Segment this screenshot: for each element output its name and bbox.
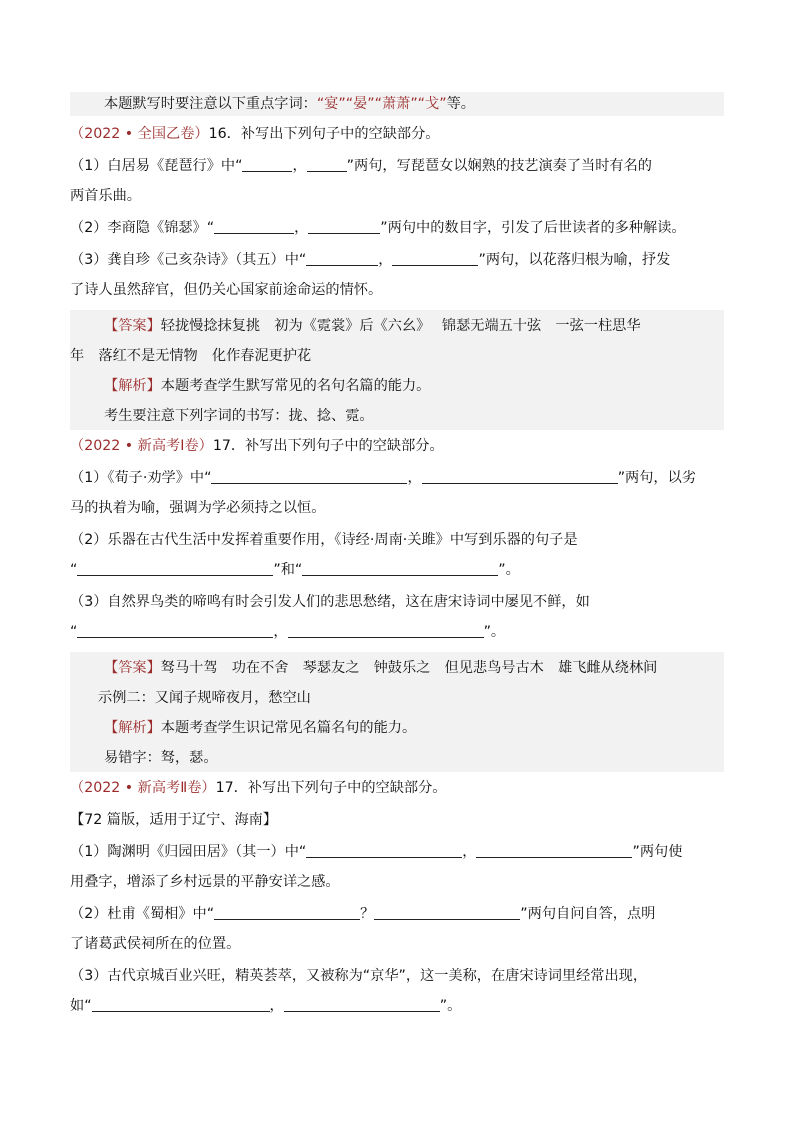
q17b-part1-cont: 用叠字，增添了乡村远景的平静安详之感。 (70, 874, 340, 890)
q16-answer: 【答案】轻拢慢捻抹复挑 初为《霓裳》后《六幺》 锦瑟无端五十弦 一弦一柱思华 (104, 318, 641, 334)
answer-blank[interactable] (476, 843, 632, 858)
answer-blank[interactable] (308, 219, 380, 234)
q16-stem: 16．补写出下列句子中的空缺部分。 (208, 126, 440, 142)
q17b-header (70, 778, 446, 798)
q16-answer-cont: 年 落红不是无情物 化作春泥更护花 (70, 348, 312, 364)
answer-blank[interactable] (422, 469, 618, 484)
q16-part3-cont: 了诗人虽然辞官，但仍关心国家前途命运的情怀。 (70, 282, 383, 298)
q17b-part2: （2）杜甫《蜀相》中“ ？ ”两句自问自答，点明 (70, 906, 656, 922)
answer-blank[interactable] (284, 997, 440, 1012)
q17a-header (70, 436, 444, 456)
answer-blank[interactable] (374, 905, 520, 920)
answer-blank[interactable] (214, 219, 294, 234)
q17a-part1: （1）《荀子·劝学》中“ ， ”两句，以劣 (70, 470, 696, 486)
q17b-part1: （1）陶渊明《归园田居》（其一）中“ ， ”两句使 (70, 844, 683, 860)
q17a-stem: 17．补写出下列句子中的空缺部分。 (212, 438, 444, 454)
answer-blank[interactable] (92, 997, 270, 1012)
q16-analysis: 【解析】本题考查学生默写常见的名句名篇的能力。 (104, 378, 431, 394)
answer-blank[interactable] (214, 905, 360, 920)
top-note-words: “宴”“晏”“萧萧”“戈” (316, 96, 447, 112)
q17a-note: 易错字：驽，瑟。 (104, 750, 218, 766)
q17b-part2-cont: 了诸葛武侯祠所在的位置。 (70, 936, 241, 952)
answer-blank[interactable] (77, 561, 273, 576)
answer-tag: 【答案】 (104, 318, 161, 334)
q17a-analysis: 【解析】本题考查学生识记常见名篇名句的能力。 (104, 720, 417, 736)
answer-blank[interactable] (392, 251, 478, 266)
top-note: 本题默写时要注意以下重点字词：“宴”“晏”“萧萧”“戈”等。 (104, 96, 475, 112)
q17a-part2: （2）乐器在古代生活中发挥着重要作用，《诗经·周南·关雎》中写到乐器的句子是 (70, 532, 578, 548)
q17a-part1-cont: 马的执着为喻，强调为学必须持之以恒。 (70, 500, 326, 516)
q16-header (70, 124, 440, 144)
q17a-part3: （3）自然界鸟类的啼鸣有时会引发人们的悲思愁绪，这在唐宋诗词中屡见不鲜，如 (70, 594, 590, 610)
q17b-part3-cont: 如“ ， ”。 (70, 998, 462, 1014)
q16-part3: （3）龚自珍《己亥杂诗》（其五）中“ ， ”两句，以花落归根为喻，抒发 (70, 252, 671, 268)
answer-blank[interactable] (306, 251, 378, 266)
answer-blank[interactable] (211, 469, 407, 484)
q17b-part3: （3）古代京城百业兴旺，精英荟萃，又被称为“京华”，这一美称，在唐宋诗词里经常出现， (70, 968, 648, 984)
answer-tag: 【答案】 (104, 660, 161, 676)
q17a-source: （2022 • 新高考Ⅰ卷） (70, 438, 213, 454)
analysis-tag: 【解析】 (104, 720, 161, 736)
q16-source: （2022 • 全国乙卷） (70, 126, 209, 142)
q16-part2: （2）李商隐《锦瑟》“ ， ”两句中的数目字，引发了后世读者的多种解读。 (70, 220, 686, 236)
q17b-stem: 17．补写出下列句子中的空缺部分。 (215, 780, 447, 796)
q17a-part3-cont: “ ， ”。 (70, 624, 506, 640)
answer-blank[interactable] (288, 623, 484, 638)
q17a-answer-cont: 示例二：又闻子规啼夜月，愁空山 (98, 690, 311, 706)
q17b-edition: 【72 篇版，适用于辽宁、海南】 (70, 812, 278, 828)
answer-blank[interactable] (306, 843, 462, 858)
answer-blank[interactable] (307, 157, 347, 172)
q16-part1-cont: 两首乐曲。 (70, 188, 141, 204)
answer-blank[interactable] (77, 623, 273, 638)
q16-note: 考生要注意下列字词的书写：拢、捻、霓。 (104, 408, 374, 424)
q17a-part2-cont: “ ”和“ ”。 (70, 562, 520, 578)
q17b-source: （2022 • 新高考Ⅱ卷） (70, 780, 216, 796)
q17a-answer: 【答案】驽马十驾 功在不舍 琴瑟友之 钟鼓乐之 但见悲鸟号古木 雄飞雌从绕林间 (104, 660, 658, 676)
answer-blank[interactable] (302, 561, 498, 576)
q16-part1: （1）白居易《琵琶行》中“ ， ”两句，写琵琶女以娴熟的技艺演奏了当时有名的 (70, 158, 652, 174)
analysis-tag: 【解析】 (104, 378, 161, 394)
answer-blank[interactable] (242, 157, 292, 172)
